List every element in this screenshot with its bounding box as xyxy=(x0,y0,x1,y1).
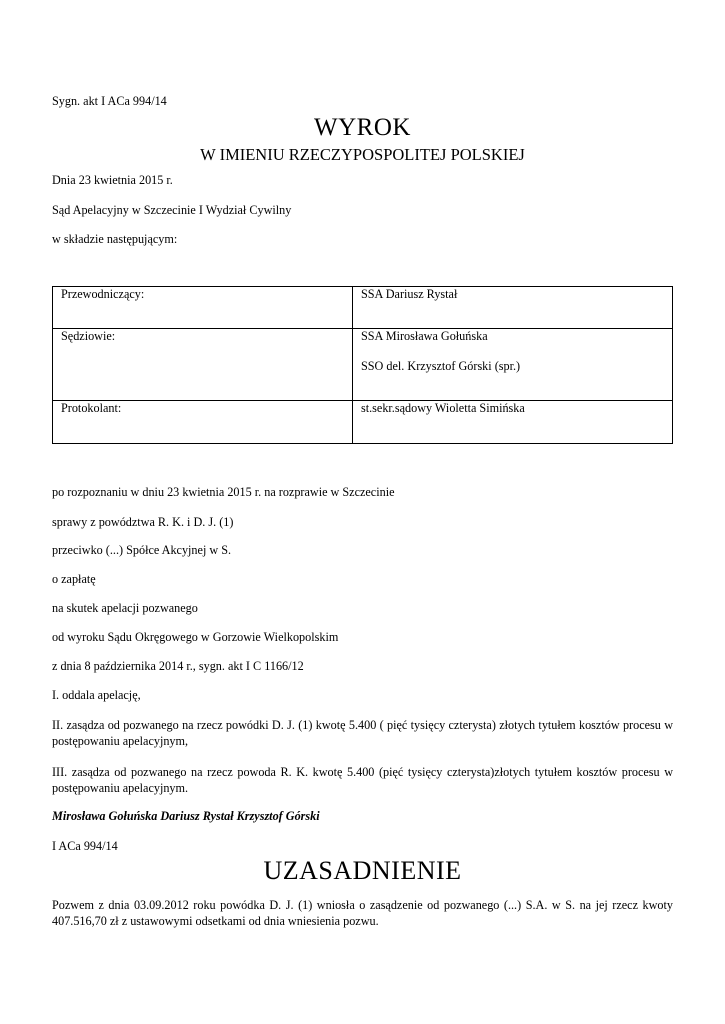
court-name: Sąd Apelacyjny w Szczecinie I Wydział Cywilny xyxy=(52,203,292,217)
ruling-point-3: III. zasądza od pozwanego na rzecz powoda R. K. kwotę 5.400 (pięć tysięcy czterysta)złotych tytułem kosztów procesu w postępowaniu apelacyjnym. xyxy=(52,765,673,795)
clerk-label: Protokolant: xyxy=(53,401,353,444)
court-panel-table xyxy=(52,286,673,444)
signatures: Mirosława Gołuńska Dariusz Rystał Krzysztof Górski xyxy=(52,809,320,823)
proceedings-line: z dnia 8 października 2014 r., sygn. akt I C 1166/12 xyxy=(52,659,304,673)
proceedings-line: przeciwko (...) Spółce Akcyjnej w S. xyxy=(52,543,232,557)
table-row xyxy=(53,329,673,401)
judges-label: Sędziowie: xyxy=(53,329,353,401)
ruling-point-2: II. zasądza od pozwanego na rzecz powódki D. J. (1) kwotę 5.400 ( pięć tysięcy czterysta) złotych tytułem kosztów procesu w postępowaniu apelacyjnym, xyxy=(52,718,673,748)
judge-name: SSA Mirosława Gołuńska xyxy=(361,329,488,343)
case-reference: Sygn. akt I ACa 994/14 xyxy=(52,94,167,108)
judge-name: SSO del. Krzysztof Górski (spr.) xyxy=(361,359,521,373)
table-row xyxy=(53,401,673,444)
proceedings-line: na skutek apelacji pozwanego xyxy=(52,601,198,615)
table-row xyxy=(53,287,673,329)
document-subtitle: W IMIENIU RZECZYPOSPOLITEJ POLSKIEJ xyxy=(200,145,525,164)
justification-heading: UZASADNIENIE xyxy=(263,856,462,885)
proceedings-line: sprawy z powództwa R. K. i D. J. (1) xyxy=(52,515,234,529)
document-title: WYROK xyxy=(314,114,411,141)
judgment-date: Dnia 23 kwietnia 2015 r. xyxy=(52,173,173,187)
proceedings-line: od wyroku Sądu Okręgowego w Gorzowie Wielkopolskim xyxy=(52,630,339,644)
justification-paragraph: Pozwem z dnia 03.09.2012 roku powódka D. J. (1) wniosła o zasądzenie od pozwanego (...) S.A. w S. na jej rzecz kwoty 407.516,70 zł z ustawowymi odsetkami od dnia wniesienia pozwu. xyxy=(52,898,673,928)
proceedings-line: o zapłatę xyxy=(52,572,96,586)
ruling-point-1: I. oddala apelację, xyxy=(52,688,141,702)
justification-case-reference: I ACa 994/14 xyxy=(52,839,118,853)
presiding-label: Przewodniczący: xyxy=(53,287,353,329)
proceedings-line: po rozpoznaniu w dniu 23 kwietnia 2015 r. na rozprawie w Szczecinie xyxy=(52,485,395,499)
composition-label: w składzie następującym: xyxy=(52,232,178,246)
judges-cell xyxy=(353,329,673,401)
clerk-name: st.sekr.sądowy Wioletta Simińska xyxy=(353,401,673,444)
presiding-name: SSA Dariusz Rystał xyxy=(353,287,673,329)
